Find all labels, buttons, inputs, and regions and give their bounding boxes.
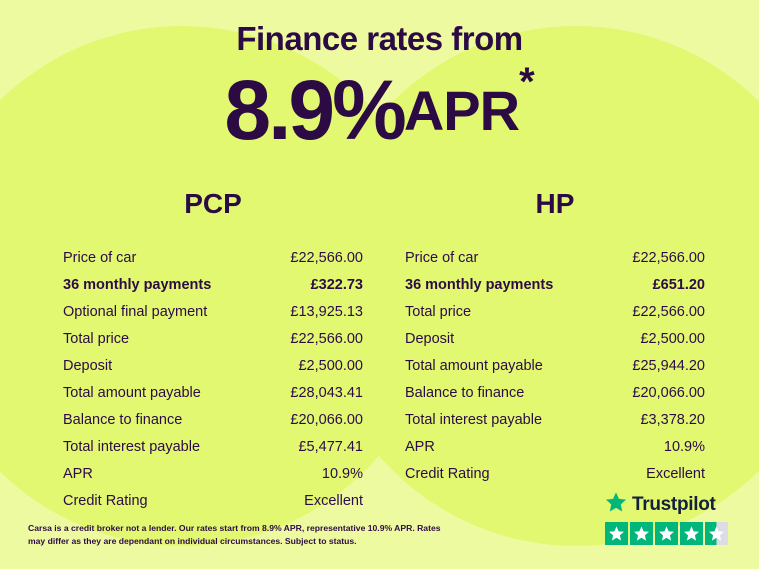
row-value: £22,566.00 (632, 249, 705, 266)
row-label: Total interest payable (405, 411, 543, 428)
row-value: £3,378.20 (640, 411, 705, 428)
row-value: Excellent (646, 465, 705, 482)
half-star-icon (705, 522, 728, 545)
table-row (405, 406, 705, 433)
row-value: £651.20 (652, 276, 705, 293)
row-label: APR (405, 438, 435, 455)
table-row (63, 298, 363, 325)
row-label: APR (63, 465, 93, 482)
star-icon (605, 522, 628, 545)
trustpilot-name: Trustpilot (632, 493, 716, 515)
table-row (63, 271, 363, 298)
table-row (405, 325, 705, 352)
table-row (63, 379, 363, 406)
row-label: Deposit (405, 330, 455, 347)
row-value: £25,944.20 (632, 357, 705, 374)
star-icon (630, 522, 653, 545)
row-value: £13,925.13 (290, 303, 363, 320)
table-row (63, 325, 363, 352)
table-row (63, 460, 363, 487)
row-value: £2,500.00 (640, 330, 705, 347)
row-value: £28,043.41 (290, 384, 363, 401)
table-row (405, 298, 705, 325)
finance-column-pcp (63, 188, 363, 514)
hp-rows (405, 244, 705, 487)
table-row (63, 433, 363, 460)
headline: Finance rates from (236, 20, 523, 57)
row-value: Excellent (304, 492, 363, 509)
table-row (405, 352, 705, 379)
table-row (405, 379, 705, 406)
disclaimer-text: Carsa is a credit broker not a lender. Our rates start from 8.9% APR, representative 10.9% APR. Rates may differ as they are dependant on individual circumstances. Subject to status. (28, 523, 441, 546)
row-label: Balance to finance (63, 411, 183, 428)
row-label: Total price (405, 303, 472, 320)
pcp-rows (63, 244, 363, 514)
row-value: £2,500.00 (298, 357, 363, 374)
row-label: 36 monthly payments (63, 276, 212, 293)
row-value: £322.73 (310, 276, 363, 293)
row-label: Optional final payment (63, 303, 208, 320)
table-row (63, 352, 363, 379)
row-value: £20,066.00 (632, 384, 705, 401)
rate-unit: APR (403, 79, 520, 142)
table-row (63, 406, 363, 433)
row-label: Total amount payable (405, 357, 543, 374)
trustpilot-header (605, 491, 735, 518)
rate-line (0, 62, 759, 159)
rate-asterisk: * (519, 60, 535, 104)
trustpilot-widget[interactable] (605, 491, 735, 545)
row-label: Balance to finance (405, 384, 525, 401)
table-row (405, 433, 705, 460)
star-icon (655, 522, 678, 545)
row-label: Deposit (63, 357, 113, 374)
row-label: Total price (63, 330, 130, 347)
table-row (405, 271, 705, 298)
trustpilot-star-icon (605, 491, 627, 518)
table-row (405, 244, 705, 271)
row-label: Credit Rating (405, 465, 490, 482)
column-title-hp: HP (535, 188, 575, 219)
row-label: 36 monthly payments (405, 276, 554, 293)
row-value: 10.9% (321, 465, 363, 482)
row-value: £22,566.00 (632, 303, 705, 320)
row-label: Total interest payable (63, 438, 201, 455)
table-row (63, 244, 363, 271)
row-value: £22,566.00 (290, 330, 363, 347)
row-value: £20,066.00 (290, 411, 363, 428)
row-value: 10.9% (663, 438, 705, 455)
trustpilot-rating-stars (605, 522, 735, 545)
table-row (63, 487, 363, 514)
row-label: Price of car (405, 249, 479, 266)
star-icon (680, 522, 703, 545)
table-row (405, 460, 705, 487)
row-value: £22,566.00 (290, 249, 363, 266)
row-label: Price of car (63, 249, 137, 266)
row-value: £5,477.41 (298, 438, 363, 455)
finance-column-hp (405, 188, 705, 487)
row-label: Credit Rating (63, 492, 148, 509)
rate-value: 8.9% (224, 63, 404, 157)
column-title-pcp: PCP (184, 188, 242, 219)
row-label: Total amount payable (63, 384, 201, 401)
